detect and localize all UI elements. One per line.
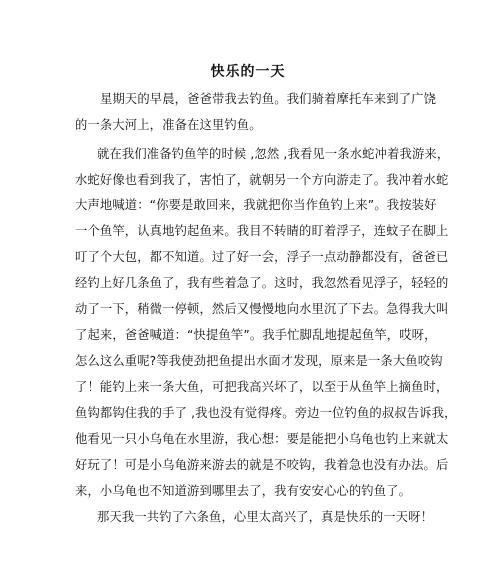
text-line: 他看见一只小乌龟在水里游，我心想：要是能把小乌龟也钓上来就太 — [75, 432, 449, 446]
text-line: 大声地喊道：“你要是敢回来，我就把你当作鱼钓上来”。我按装好 — [75, 198, 437, 212]
text-line: 好玩了！可是小乌龟游来游去的就是不咬钩，我着急也没有办法。后 — [75, 458, 449, 472]
text-line: 怎么这么重呢?等我使劲把鱼提出水面才发现，原来是一条大鱼咬钩 — [75, 354, 443, 368]
text-line: 的一条大河上，准备在这里钓鱼。 — [75, 118, 262, 132]
text-line: 经钓上好几条鱼了，我有些着急了。这时，我忽然看见浮子，轻轻的 — [75, 276, 449, 290]
text-line: 来，小乌龟也不知道游到哪里去了，我有安安心心的钓鱼了。 — [75, 484, 412, 498]
text-line: 星期天的早晨，爸爸带我去钓鱼。我们骑着摩托车来到了广饶 — [100, 92, 437, 106]
text-line: 鱼钩都钩住我的手了 ,我也没有觉得疼。旁边一位钓鱼的叔叔告诉我， — [75, 406, 457, 420]
text-line: 那天我一共钓了六条鱼，心里太高兴了，真是快乐的一天呀！ — [97, 510, 434, 524]
text-line: 了！能钓上来一条大鱼，可把我高兴坏了，以至于从鱼竿上摘鱼时， — [75, 380, 449, 394]
text-line: 水蛇好像也看到我了，害怕了，就朝另一个方向游走了。我冲着水蛇 — [75, 173, 449, 187]
text-line: 了起来，爸爸喊道：“快提鱼竿”。我手忙脚乱地提起鱼竿，哎呀， — [75, 328, 437, 342]
text-line: 就在我们准备钓鱼竿的时候 ,忽然 ,我看见一条水蛇冲着我游来， — [97, 147, 450, 161]
text-line: 叮了个大包，都不知道。过了好一会，浮子一点动静都没有，爸爸已 — [75, 250, 449, 264]
text-line: 动了一下，稍微一停顿，然后又慢慢地向水里沉了下去。急得我大叫 — [75, 302, 449, 316]
document-title: 快乐的一天 — [210, 64, 286, 80]
text-line: 一个鱼竿，认真地钓起鱼来。我目不转睛的盯着浮子，连蚊子在脚上 — [75, 224, 449, 238]
